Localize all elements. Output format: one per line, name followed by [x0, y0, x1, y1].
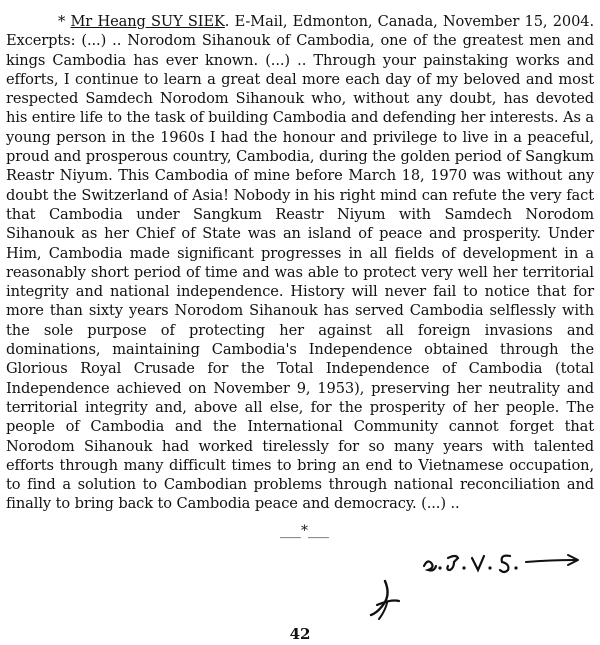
- footnote-asterisk: *: [58, 13, 66, 30]
- author-name: Mr Heang SUY SIEK: [70, 13, 225, 30]
- excerpt-text: . E-Mail, Edmonton, Canada, November 15, 2004. Excerpts: (...) .. Norodom Sihanouk of Cambodia, one of the greatest men and kings Cambodia has ever known. (...) .. Through your painstaking works and efforts, I continue to learn a great deal more each day of my beloved and most respected Samdech Norodom Sihanouk who, without any doubt, has devoted his entire life to the task of building Cambodia and defending her interests. As a young person in the 1960s I had the honour and privilege to live in a peaceful, proud and prosperous country, Cambodia, during the golden period of Sangkum Reastr Niyum. This Cambodia of mine before March 18, 1970 was without any doubt the Switzerland of Asia! Nobody in his right mind can refute the very fact that Cambodia under Sangkum Reastr Niyum with Samdech Norodom Sihanouk as her Chief of State was an island of peace and prosperity. Under Him, Cambodia made significant progresses in all fields of development in a reasonably short period of time and was able to protect very well her territorial integrity and national independence. History will never fail to notice that for more than sixty years Norodom Sihanouk has served Cambodia selflessly with the sole purpose of protecting her against all foreign invasions and dominations, maintaining Cambodia's Independence obtained through the Glorious Royal Crusade for the Total Independence of Cambodia (total Independence achieved on November 9, 1953), preserving her neutrality and territorial integrity and, above all else, for the prosperity of her people. The people of Cambodia and the International Community cannot forget that Norodom Sihanouk had worked tirelessly for so many years with talented efforts through many difficult times to bring an end to Vietnamese occupation, to find a solution to Cambodian problems through national reconciliation and finally to bring back to Cambodia peace and democracy. (...) ..: [6, 13, 594, 513]
- section-separator: ___*___: [280, 523, 329, 539]
- letter-excerpt: [6, 12, 594, 514]
- page-number: 42: [289, 625, 311, 643]
- handwritten-signature-mark: [365, 575, 405, 623]
- handwritten-initials-signature: [420, 548, 590, 574]
